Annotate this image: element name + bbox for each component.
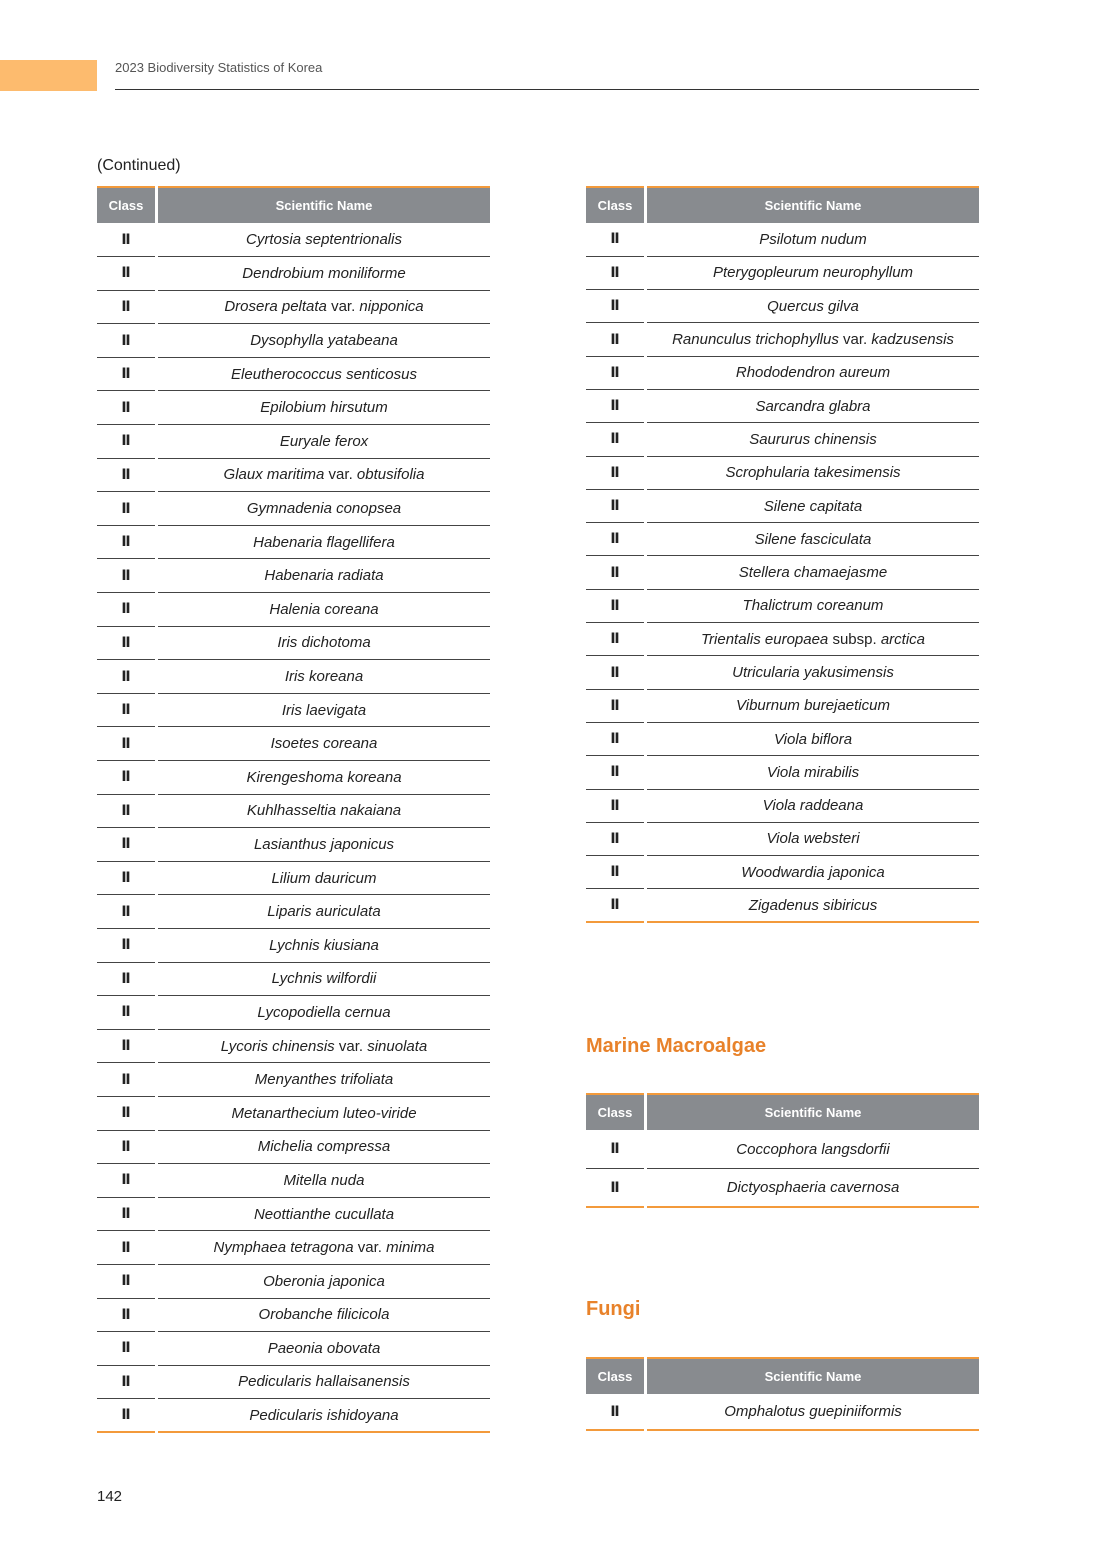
species-table-marine-macroalgae bbox=[586, 1093, 979, 1208]
class-cell: Ⅱ bbox=[586, 223, 646, 256]
scientific-name-cell: Michelia compressa bbox=[157, 1130, 491, 1164]
table-row bbox=[97, 727, 490, 761]
page-tab-accent bbox=[0, 60, 97, 91]
table-row bbox=[586, 623, 979, 656]
scientific-name-cell: Viola raddeana bbox=[646, 789, 980, 822]
class-cell: Ⅱ bbox=[586, 589, 646, 622]
class-cell: Ⅱ bbox=[97, 1029, 157, 1063]
class-cell: Ⅱ bbox=[97, 1197, 157, 1231]
scientific-name-cell: Lilium dauricum bbox=[157, 861, 491, 895]
table-row bbox=[586, 1169, 979, 1208]
table-row bbox=[97, 425, 490, 459]
table-row bbox=[97, 761, 490, 795]
species-table-fungi bbox=[586, 1357, 979, 1431]
class-cell: Ⅱ bbox=[97, 525, 157, 559]
table-row bbox=[586, 523, 979, 556]
species-name: Ranunculus trichophyllus bbox=[672, 331, 839, 349]
infraspecific-rank: subsp. bbox=[828, 630, 881, 648]
infraspecific-rank: var. bbox=[324, 466, 357, 484]
table-row bbox=[97, 257, 490, 291]
infraspecific-epithet: arctica bbox=[880, 630, 925, 648]
table-row bbox=[97, 1096, 490, 1130]
class-cell: Ⅱ bbox=[97, 458, 157, 492]
scientific-name-cell: Iris koreana bbox=[157, 660, 491, 694]
class-cell: Ⅱ bbox=[97, 693, 157, 727]
class-cell: Ⅱ bbox=[586, 523, 646, 556]
species-name: Glaux maritima bbox=[223, 466, 325, 484]
column-header-scientific-name: Scientific Name bbox=[646, 1094, 980, 1130]
infraspecific-epithet: kadzusensis bbox=[871, 331, 954, 349]
infraspecific-epithet: minima bbox=[386, 1239, 435, 1257]
scientific-name-cell: Psilotum nudum bbox=[646, 223, 980, 256]
scientific-name-cell: Zigadenus sibiricus bbox=[748, 896, 878, 914]
class-cell: Ⅱ bbox=[586, 623, 646, 656]
class-cell: Ⅱ bbox=[97, 257, 157, 291]
class-cell: Ⅱ bbox=[97, 861, 157, 895]
scientific-name-cell: Gymnadenia conopsea bbox=[157, 492, 491, 526]
scientific-name-cell: Lasianthus japonicus bbox=[157, 828, 491, 862]
table-row bbox=[586, 756, 979, 789]
class-cell: Ⅱ bbox=[97, 1231, 157, 1265]
header-rule bbox=[115, 89, 979, 90]
table-row bbox=[97, 357, 490, 391]
scientific-name-cell: Epilobium hirsutum bbox=[157, 391, 491, 425]
table-row bbox=[97, 962, 490, 996]
table-row bbox=[586, 290, 979, 323]
scientific-name-cell: Lycopodiella cernua bbox=[157, 996, 491, 1030]
table-row bbox=[586, 223, 979, 256]
table-row bbox=[97, 1399, 490, 1433]
class-cell: Ⅱ bbox=[586, 689, 646, 722]
table-row bbox=[586, 356, 979, 389]
table-row bbox=[97, 525, 490, 559]
class-cell: Ⅱ bbox=[97, 794, 157, 828]
running-header: 2023 Biodiversity Statistics of Korea bbox=[115, 60, 323, 75]
scientific-name-cell: Stellera chamaejasme bbox=[646, 556, 980, 589]
scientific-name-cell: Kirengeshoma koreana bbox=[157, 761, 491, 795]
scientific-name-cell: Iris dichotoma bbox=[157, 626, 491, 660]
class-cell: Ⅱ bbox=[586, 456, 646, 489]
species-name: Lycoris chinensis bbox=[220, 1037, 335, 1055]
class-cell: Ⅱ bbox=[97, 492, 157, 526]
table-row bbox=[586, 822, 979, 855]
table-row bbox=[586, 789, 979, 822]
table-row bbox=[97, 794, 490, 828]
table-row bbox=[97, 1130, 490, 1164]
table-row bbox=[97, 391, 490, 425]
class-cell: Ⅱ bbox=[97, 1399, 157, 1433]
scientific-name-cell bbox=[157, 1029, 491, 1063]
class-cell: Ⅱ bbox=[586, 256, 646, 289]
scientific-name-cell: Dysophylla yatabeana bbox=[157, 324, 491, 358]
scientific-name-cell: Neottianthe cucullata bbox=[157, 1197, 491, 1231]
column-header-scientific-name: Scientific Name bbox=[646, 187, 980, 223]
infraspecific-rank: var. bbox=[334, 1037, 368, 1055]
class-cell: Ⅱ bbox=[586, 356, 646, 389]
class-cell: Ⅱ bbox=[586, 822, 646, 855]
class-cell: Ⅱ bbox=[586, 423, 646, 456]
scientific-name-cell: Iris laevigata bbox=[157, 693, 491, 727]
table-row bbox=[97, 458, 490, 492]
class-cell: Ⅱ bbox=[586, 789, 646, 822]
class-cell: Ⅱ bbox=[97, 1365, 157, 1399]
table-row bbox=[97, 324, 490, 358]
species-name: Nymphaea tetragona bbox=[213, 1239, 354, 1257]
column-header-class: Class bbox=[586, 187, 646, 223]
scientific-name-cell bbox=[157, 1231, 491, 1265]
class-cell: Ⅱ bbox=[97, 962, 157, 996]
scientific-name-cell: Cyrtosia septentrionalis bbox=[157, 223, 491, 257]
class-cell: Ⅱ bbox=[586, 290, 646, 323]
infraspecific-rank: var. bbox=[353, 1239, 387, 1257]
scientific-name-cell: Viburnum burejaeticum bbox=[646, 689, 980, 722]
scientific-name-cell: Sarcandra glabra bbox=[646, 389, 980, 422]
class-cell: Ⅱ bbox=[97, 1096, 157, 1130]
table-row bbox=[97, 559, 490, 593]
class-cell: Ⅱ bbox=[97, 593, 157, 627]
table-row bbox=[586, 589, 979, 622]
infraspecific-epithet: obtusifolia bbox=[356, 466, 425, 484]
scientific-name-cell: Viola websteri bbox=[646, 822, 980, 855]
table-row bbox=[97, 895, 490, 929]
scientific-name-cell: Scrophularia takesimensis bbox=[646, 456, 980, 489]
scientific-name-cell bbox=[646, 623, 980, 656]
class-cell: Ⅱ bbox=[586, 1394, 646, 1430]
table-row bbox=[586, 456, 979, 489]
scientific-name-cell: Silene capitata bbox=[646, 489, 980, 522]
scientific-name-cell bbox=[157, 290, 491, 324]
table-row bbox=[97, 626, 490, 660]
scientific-name-cell: Menyanthes trifoliata bbox=[157, 1063, 491, 1097]
scientific-name-cell: Orobanche filicicola bbox=[157, 1298, 491, 1332]
scientific-name-cell: Rhododendron aureum bbox=[646, 356, 980, 389]
class-cell: Ⅱ bbox=[97, 223, 157, 257]
class-cell: Ⅱ bbox=[97, 1264, 157, 1298]
class-cell: Ⅱ bbox=[97, 1332, 157, 1366]
scientific-name-cell: Metanarthecium luteo-viride bbox=[157, 1096, 491, 1130]
table-row bbox=[586, 889, 979, 923]
column-header-class: Class bbox=[586, 1358, 646, 1394]
class-cell: Ⅱ bbox=[97, 928, 157, 962]
table-row bbox=[97, 1063, 490, 1097]
scientific-name-cell: Silene fasciculata bbox=[646, 523, 980, 556]
table-row bbox=[586, 256, 979, 289]
scientific-name-cell: Dendrobium moniliforme bbox=[157, 257, 491, 291]
species-name: Trientalis europaea bbox=[700, 630, 829, 648]
scientific-name-cell: Pedicularis ishidoyana bbox=[249, 1406, 399, 1424]
scientific-name-cell: Halenia coreana bbox=[157, 593, 491, 627]
table-row bbox=[97, 1029, 490, 1063]
scientific-name-cell: Liparis auriculata bbox=[157, 895, 491, 929]
class-cell: Ⅱ bbox=[97, 761, 157, 795]
class-cell: Ⅱ bbox=[586, 856, 646, 889]
class-cell: Ⅱ bbox=[97, 290, 157, 324]
infraspecific-rank: var. bbox=[326, 298, 360, 316]
class-cell: Ⅱ bbox=[97, 996, 157, 1030]
column-header-class: Class bbox=[586, 1094, 646, 1130]
scientific-name-cell: Thalictrum coreanum bbox=[646, 589, 980, 622]
class-cell: Ⅱ bbox=[586, 389, 646, 422]
infraspecific-epithet: sinuolata bbox=[367, 1037, 428, 1055]
species-table-right bbox=[586, 186, 979, 923]
scientific-name-cell: Eleutherococcus senticosus bbox=[157, 357, 491, 391]
column-header-class: Class bbox=[97, 187, 157, 223]
scientific-name-cell: Habenaria flagellifera bbox=[157, 525, 491, 559]
class-cell: Ⅱ bbox=[97, 727, 157, 761]
scientific-name-cell: Viola mirabilis bbox=[646, 756, 980, 789]
scientific-name-cell: Paeonia obovata bbox=[157, 1332, 491, 1366]
class-cell: Ⅱ bbox=[586, 722, 646, 755]
scientific-name-cell: Isoetes coreana bbox=[157, 727, 491, 761]
table-row bbox=[97, 290, 490, 324]
table-row bbox=[97, 828, 490, 862]
section-heading-fungi: Fungi bbox=[586, 1298, 641, 1320]
table-row bbox=[586, 656, 979, 689]
scientific-name-cell: Quercus gilva bbox=[646, 290, 980, 323]
table-row bbox=[586, 423, 979, 456]
species-table-left bbox=[97, 186, 490, 1433]
table-row bbox=[97, 1197, 490, 1231]
table-row bbox=[97, 1164, 490, 1198]
scientific-name-cell: Omphalotus guepiniiformis bbox=[724, 1403, 902, 1420]
table-row bbox=[97, 492, 490, 526]
class-cell: Ⅱ bbox=[97, 559, 157, 593]
scientific-name-cell bbox=[646, 323, 980, 356]
class-cell: Ⅱ bbox=[97, 391, 157, 425]
scientific-name-cell: Lychnis kiusiana bbox=[157, 928, 491, 962]
scientific-name-cell: Viola biflora bbox=[646, 722, 980, 755]
table-row bbox=[586, 1394, 979, 1430]
table-row bbox=[97, 693, 490, 727]
table-row bbox=[97, 1365, 490, 1399]
scientific-name-cell: Oberonia japonica bbox=[157, 1264, 491, 1298]
scientific-name-cell: Saururus chinensis bbox=[646, 423, 980, 456]
table-row bbox=[97, 1332, 490, 1366]
continued-label: (Continued) bbox=[97, 157, 181, 174]
page-number: 142 bbox=[97, 1488, 123, 1505]
class-cell: Ⅱ bbox=[97, 324, 157, 358]
scientific-name-cell: Habenaria radiata bbox=[157, 559, 491, 593]
class-cell: Ⅱ bbox=[97, 626, 157, 660]
table-row bbox=[97, 861, 490, 895]
table-row bbox=[586, 1130, 979, 1169]
table-row bbox=[97, 996, 490, 1030]
table-row bbox=[97, 1298, 490, 1332]
class-cell: Ⅱ bbox=[586, 489, 646, 522]
class-cell: Ⅱ bbox=[97, 425, 157, 459]
table-row bbox=[97, 223, 490, 257]
infraspecific-rank: var. bbox=[838, 331, 872, 349]
class-cell: Ⅱ bbox=[586, 1169, 646, 1208]
table-row bbox=[97, 1264, 490, 1298]
column-header-scientific-name: Scientific Name bbox=[646, 1358, 980, 1394]
scientific-name-cell: Utricularia yakusimensis bbox=[646, 656, 980, 689]
class-cell: Ⅱ bbox=[586, 889, 646, 923]
scientific-name-cell: Pterygopleurum neurophyllum bbox=[646, 256, 980, 289]
table-row bbox=[97, 660, 490, 694]
class-cell: Ⅱ bbox=[97, 1298, 157, 1332]
table-row bbox=[586, 323, 979, 356]
class-cell: Ⅱ bbox=[586, 323, 646, 356]
column-header-scientific-name: Scientific Name bbox=[157, 187, 491, 223]
table-row bbox=[586, 856, 979, 889]
infraspecific-epithet: nipponica bbox=[359, 298, 424, 316]
class-cell: Ⅱ bbox=[97, 660, 157, 694]
table-row bbox=[586, 722, 979, 755]
scientific-name-cell: Kuhlhasseltia nakaiana bbox=[157, 794, 491, 828]
class-cell: Ⅱ bbox=[586, 756, 646, 789]
class-cell: Ⅱ bbox=[586, 556, 646, 589]
scientific-name-cell: Pedicularis hallaisanensis bbox=[157, 1365, 491, 1399]
species-name: Drosera peltata bbox=[224, 298, 327, 316]
scientific-name-cell: Coccophora langsdorfii bbox=[646, 1130, 980, 1169]
scientific-name-cell: Euryale ferox bbox=[157, 425, 491, 459]
table-row bbox=[97, 1231, 490, 1265]
table-row bbox=[586, 389, 979, 422]
class-cell: Ⅱ bbox=[97, 895, 157, 929]
table-row bbox=[97, 928, 490, 962]
table-row bbox=[586, 556, 979, 589]
class-cell: Ⅱ bbox=[586, 1130, 646, 1169]
scientific-name-cell: Woodwardia japonica bbox=[646, 856, 980, 889]
scientific-name-cell: Mitella nuda bbox=[157, 1164, 491, 1198]
class-cell: Ⅱ bbox=[97, 357, 157, 391]
table-row bbox=[97, 593, 490, 627]
scientific-name-cell bbox=[157, 458, 491, 492]
class-cell: Ⅱ bbox=[586, 656, 646, 689]
class-cell: Ⅱ bbox=[97, 828, 157, 862]
scientific-name-cell: Lychnis wilfordii bbox=[157, 962, 491, 996]
class-cell: Ⅱ bbox=[97, 1130, 157, 1164]
scientific-name-cell: Dictyosphaeria cavernosa bbox=[726, 1179, 900, 1196]
table-row bbox=[586, 489, 979, 522]
class-cell: Ⅱ bbox=[97, 1164, 157, 1198]
section-heading-marine-macroalgae: Marine Macroalgae bbox=[586, 1035, 767, 1057]
class-cell: Ⅱ bbox=[97, 1063, 157, 1097]
table-row bbox=[586, 689, 979, 722]
